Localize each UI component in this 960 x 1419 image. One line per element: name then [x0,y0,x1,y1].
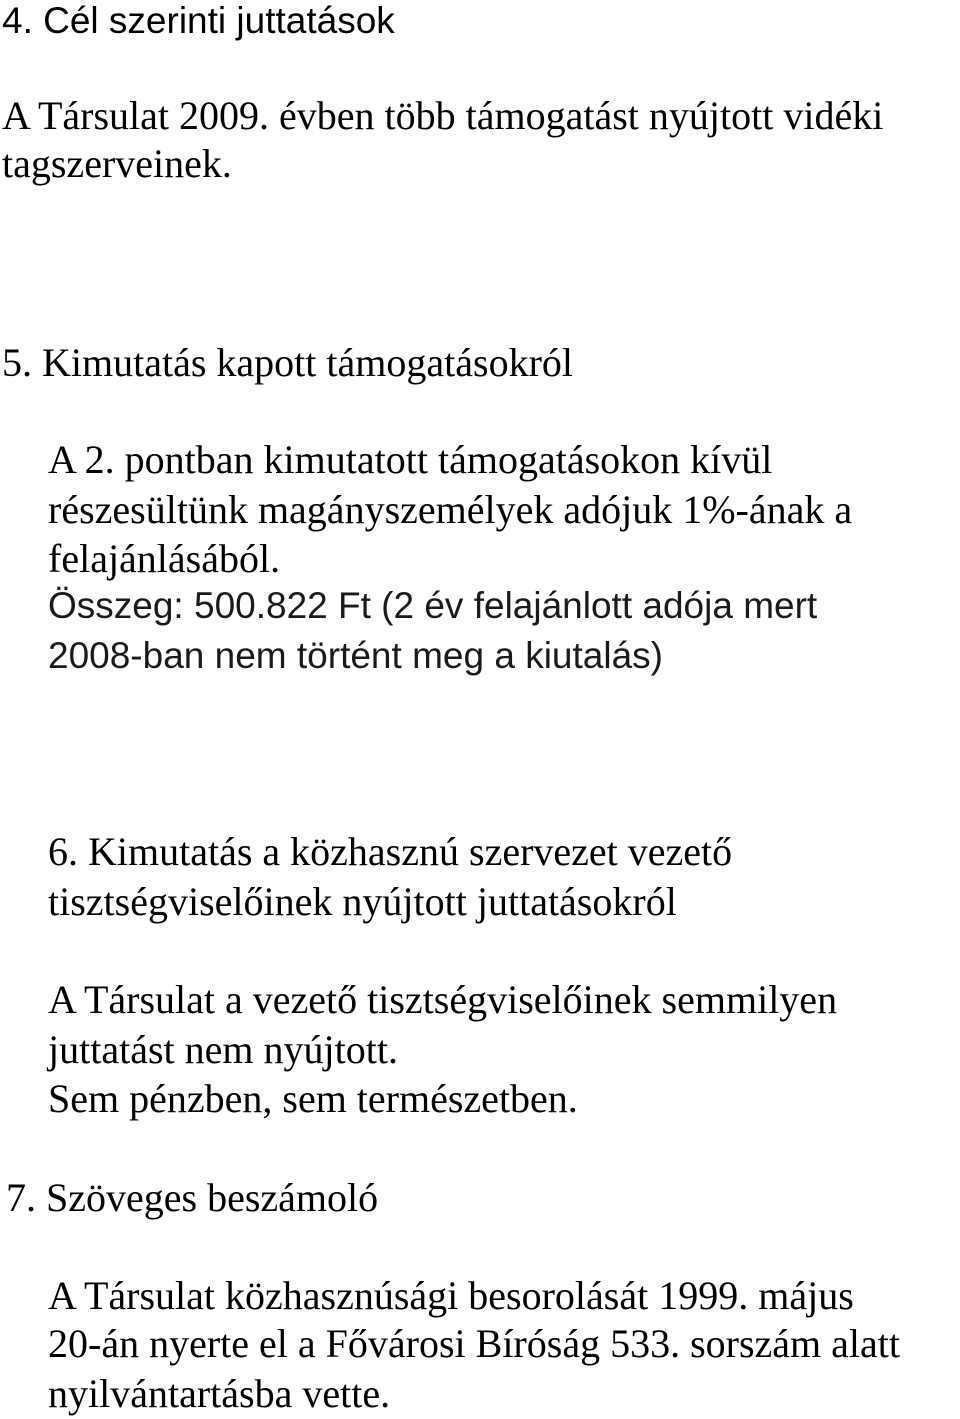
section5-amount-line: 2008-ban nem történt meg a kiutalás) [48,635,663,676]
section5-paragraph-line: A 2. pontban kimutatott támogatásokon kívül [48,437,773,482]
section5-paragraph-line: részesültünk magányszemélyek adójuk 1%-ának a [48,487,853,532]
section4-paragraph-line: A Társulat 2009. évben több támogatást nyújtott vidéki [2,93,884,138]
section5-amount-line: Összeg: 500.822 Ft (2 év felajánlott adója mert [48,585,818,626]
section7-paragraph-line: 20-án nyerte el a Fővárosi Bíróság 533. sorszám alatt [48,1321,900,1366]
section5-heading: 5. Kimutatás kapott támogatásokról [2,340,573,385]
section6-paragraph-line: A Társulat a vezető tisztségviselőinek semmilyen [48,977,838,1022]
section6-heading-line: tisztségviselőinek nyújtott juttatásokról [48,879,677,924]
section4-heading: 4. Cél szerinti juttatások [2,0,395,41]
section6-paragraph-line: Sem pénzben, sem természetben. [48,1076,578,1121]
section4-paragraph-line: tagszerveinek. [2,141,232,186]
section7-heading: 7. Szöveges beszámoló [6,1175,379,1220]
section7-paragraph-line: A Társulat közhasznúsági besorolását 1999. május [48,1273,854,1318]
section6-heading-line: 6. Kimutatás a közhasznú szervezet vezető [48,829,733,874]
section5-paragraph-line: felajánlásából. [48,536,281,581]
section7-paragraph-line: nyilvántartásba vette. [48,1371,391,1416]
section6-paragraph-line: juttatást nem nyújtott. [48,1027,398,1072]
